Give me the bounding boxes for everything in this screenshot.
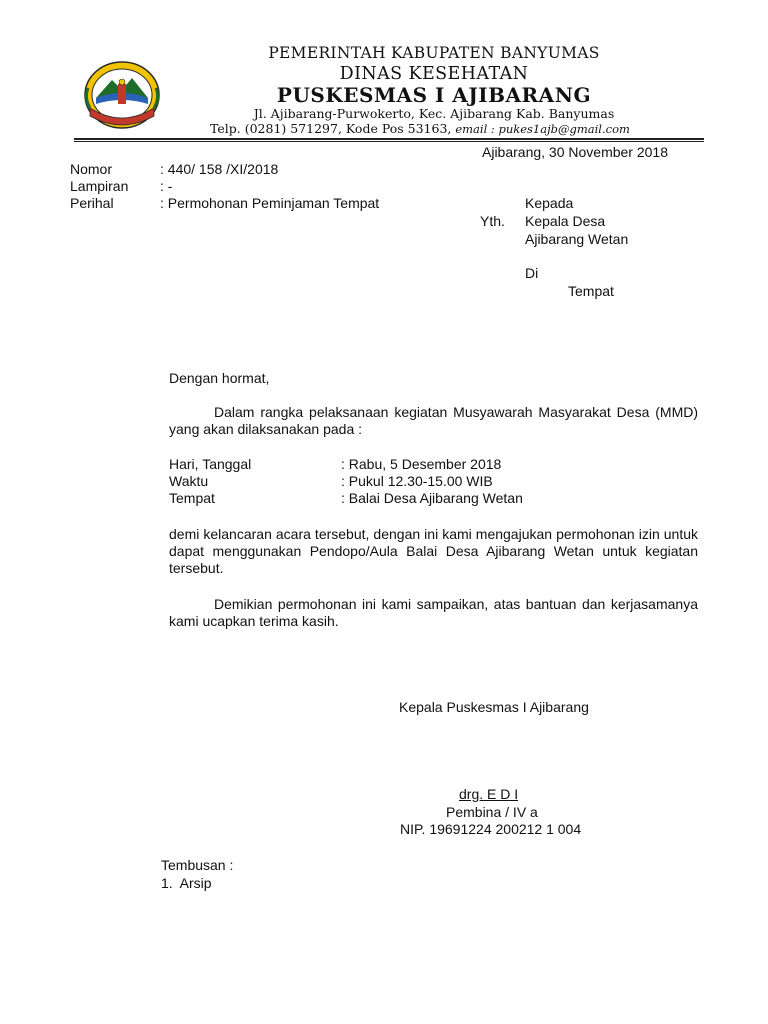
- recipient-line2: Ajibarang Wetan: [525, 231, 629, 247]
- letterhead-address: Jl. Ajibarang-Purwokerto, Kec. Ajibarang Kab. Banyumas: [253, 106, 615, 121]
- letterhead-divider-thick: [74, 138, 704, 140]
- recipient-tempat: Tempat: [568, 283, 614, 299]
- detail-label-date: Hari, Tanggal: [169, 456, 252, 472]
- letterhead-email: pukes1ajb@gmail.com: [498, 122, 630, 136]
- recipient-yth: Yth.: [480, 213, 505, 229]
- paragraph-closing: Demikian permohonan ini kami sampaikan, atas bantuan dan kerjasamanya kami ucapkan terima kasih.: [169, 596, 698, 629]
- letterhead-contact: [210, 121, 630, 136]
- nomor-label: Nomor: [70, 161, 113, 177]
- salutation: Dengan hormat,: [169, 370, 270, 386]
- cc-item: 1. Arsip: [161, 875, 212, 891]
- signature-title: Kepala Puskesmas I Ajibarang: [399, 699, 589, 715]
- letterhead-divider-thin: [74, 141, 704, 142]
- detail-label-place: Tempat: [169, 490, 215, 506]
- recipient-di: Di: [525, 265, 539, 281]
- lampiran-label: Lampiran: [70, 178, 129, 194]
- detail-value-time: : Pukul 12.30-15.00 WIB: [341, 473, 493, 489]
- signature-rank: Pembina / IV a: [446, 804, 538, 820]
- lampiran-value: : -: [160, 178, 173, 194]
- paragraph-opening: Dalam rangka pelaksanaan kegiatan Musyawarah Masyarakat Desa (MMD) yang akan dilaksanakan pada :: [169, 404, 698, 437]
- signature-nip: NIP. 19691224 200212 1 004: [400, 821, 582, 837]
- detail-value-place: : Balai Desa Ajibarang Wetan: [341, 490, 523, 506]
- letterhead-government: PEMERINTAH KABUPATEN BANYUMAS: [268, 44, 600, 62]
- signature-name: drg. E D I: [459, 786, 519, 802]
- perihal-label: Perihal: [70, 195, 114, 211]
- letterhead-institution: PUSKESMAS I AJIBARANG: [276, 83, 592, 107]
- perihal-value: : Permohonan Peminjaman Tempat: [160, 195, 380, 211]
- detail-value-date: : Rabu, 5 Desember 2018: [341, 456, 502, 472]
- paragraph-request: demi kelancaran acara tersebut, dengan ini kami mengajukan permohonan izin untuk dapat menggunakan Pendopo/Aula Balai Desa Ajibarang Wetan untuk kegiatan tersebut.: [169, 526, 698, 576]
- recipient-line1: Kepala Desa: [525, 213, 606, 229]
- letterhead-department: DINAS KESEHATAN: [339, 64, 529, 84]
- letterhead-phone-postcode: Telp. (0281) 571297, Kode Pos 53163,: [210, 121, 456, 136]
- place-date: Ajibarang, 30 November 2018: [482, 144, 669, 160]
- nomor-value: : 440/ 158 /XI/2018: [160, 161, 279, 177]
- letterhead-email-label: email :: [455, 122, 499, 136]
- recipient-kepada: Kepada: [525, 195, 574, 211]
- cc-label: Tembusan :: [161, 857, 234, 873]
- detail-label-time: Waktu: [169, 473, 209, 489]
